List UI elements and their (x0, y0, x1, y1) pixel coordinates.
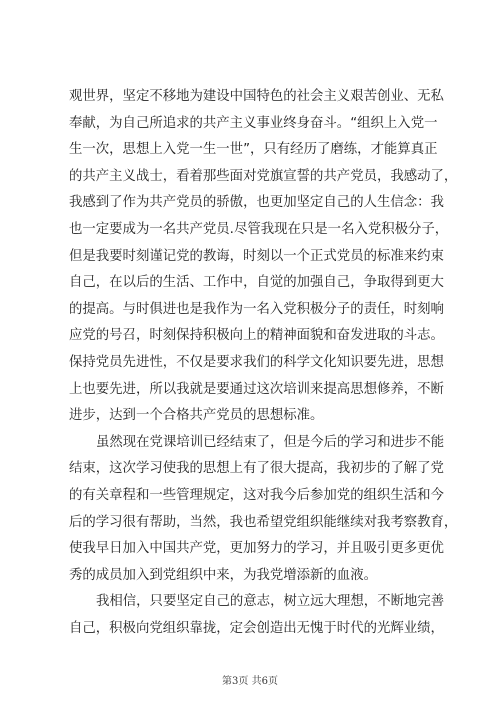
page-footer: 第3页 共6页 (222, 676, 278, 687)
body-text (69, 84, 458, 642)
text-line: 进步，达到一个合格共产党员的思想标准。 (69, 408, 324, 424)
text-line: 结束，这次学习使我的思想上有了很大提高，我初步的了解了党 (69, 461, 444, 477)
text-line: 应党的号召，时刻保持积极向上的精神面貌和奋发进取的斗志。 (69, 328, 444, 344)
text-line: 自己，积极向党组织靠拢，定会创造出无愧于时代的光辉业绩， (69, 620, 444, 636)
text-line: 自己，在以后的生活、工作中，自觉的加强自己，争取得到更大 (69, 275, 444, 291)
text-line: 上也要先进，所以我就是要通过这次培训来提高思想修养，不断 (69, 381, 444, 397)
text-line: 的提高。与时俱进也是我作为一名入党积极分子的责任，时刻响 (69, 301, 444, 317)
text-line: 观世界，坚定不移地为建设中国特色的社会主义艰苦创业、无私 (69, 89, 444, 104)
text-line: 但是我要时刻谨记党的教诲，时刻以一个正式党员的标准来约束 (69, 248, 444, 264)
text-line: 的共产主义战士，看着那些面对党旗宣誓的共产党员，我感动了， (69, 168, 458, 184)
text-line: 我相信，只要坚定自己的意志，树立远大理想，不断地完善 (96, 594, 445, 610)
text-line: 我感到了作为共产党员的骄傲，也更加坚定自己的人生信念：我 (69, 195, 444, 211)
text-line: 使我早日加入中国共产党，更加努力的学习，并且吸引更多更优 (69, 541, 444, 557)
text-line: 的有关章程和一些管理规定，这对我今后参加党的组织生活和今 (69, 487, 444, 503)
text-line: 奉献，为自己所追求的共产主义事业终身奋斗。“组织上入党一 (69, 115, 438, 131)
text-line: 后的学习很有帮助，当然，我也希望党组织能继续对我考察教育， (69, 514, 458, 530)
text-line: 保持党员先进性，不仅是要求我们的科学文化知识要先进，思想 (69, 354, 444, 370)
text-line: 也一定要成为一名共产党员.尽管我现在只是一名入党积极分子， (69, 221, 449, 237)
text-line: 秀的成员加入到党组织中来，为我党增添新的血液。 (69, 567, 377, 583)
text-line: 生一次，思想上入党一生一世”，只有经历了磨练，才能算真正 (69, 142, 438, 158)
text-line: 虽然现在党课培训已经结束了，但是今后的学习和进步不能 (96, 434, 445, 450)
